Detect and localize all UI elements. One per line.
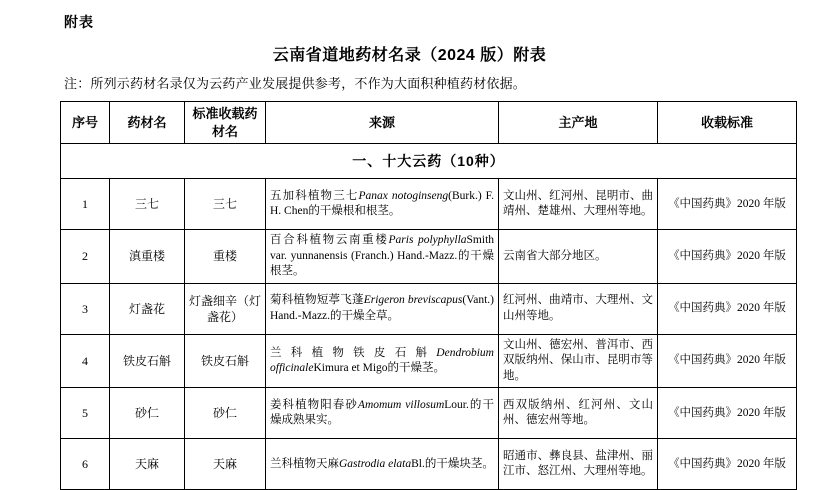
source-suffix: (Vant.) Hand.-Mazz.的干燥全草。 bbox=[270, 294, 495, 322]
source-suffix: Lour.的干燥成熟果实。 bbox=[270, 398, 494, 427]
cell-std-name: 铁皮石斛 bbox=[185, 334, 266, 388]
cell-index: 2 bbox=[61, 230, 110, 284]
cell-index: 4 bbox=[61, 334, 110, 388]
table-body bbox=[61, 144, 797, 490]
cell-standard: 《中国药典》2020 年版 bbox=[658, 439, 797, 490]
cell-name: 砂仁 bbox=[110, 388, 185, 439]
cell-index: 5 bbox=[61, 388, 110, 439]
cell-standard: 《中国药典》2020 年版 bbox=[658, 230, 797, 284]
cell-std-name: 重楼 bbox=[185, 230, 266, 284]
source-prefix: 百合科植物云南重楼 bbox=[270, 234, 389, 247]
cell-source bbox=[266, 334, 499, 388]
cell-standard: 《中国药典》2020 年版 bbox=[658, 179, 797, 230]
cell-source bbox=[266, 283, 499, 334]
cell-origin: 西双版纳州、红河州、文山州、德宏州等地。 bbox=[499, 388, 658, 439]
cell-index: 6 bbox=[61, 439, 110, 490]
column-header-index: 序号 bbox=[61, 102, 110, 144]
cell-index: 1 bbox=[61, 179, 110, 230]
column-header-origin: 主产地 bbox=[499, 102, 658, 144]
cell-origin: 昭通市、彝良县、盐津州、丽江市、怒江州、大理州等地。 bbox=[499, 439, 658, 490]
source-latin: Dendrobium officinale bbox=[270, 346, 494, 375]
table-header-row bbox=[61, 102, 797, 144]
source-suffix: Kimura et Migo的干燥茎。 bbox=[313, 362, 446, 375]
source-suffix: Bl.的干燥块茎。 bbox=[411, 457, 494, 470]
source-latin: Erigeron breviscapus bbox=[363, 294, 463, 307]
source-suffix: (Burk.) F. H. Chen的干燥根和根茎。 bbox=[270, 189, 495, 218]
cell-standard: 《中国药典》2020 年版 bbox=[658, 388, 797, 439]
source-latin: Amomum villosum bbox=[357, 398, 445, 411]
column-header-std-name: 标准收载药材名 bbox=[185, 102, 266, 144]
source-latin: Gastrodia elata bbox=[339, 457, 412, 470]
cell-name: 天麻 bbox=[110, 439, 185, 490]
cell-std-name: 砂仁 bbox=[185, 388, 266, 439]
attachment-label: 附表 bbox=[64, 14, 94, 30]
source-prefix: 菊科植物短葶飞蓬 bbox=[270, 294, 364, 307]
table-row bbox=[61, 439, 797, 490]
table-section-row bbox=[61, 144, 797, 179]
table-header bbox=[61, 102, 797, 144]
table-row bbox=[61, 388, 797, 439]
cell-origin: 红河州、曲靖市、大理州、文山州等地。 bbox=[499, 283, 658, 334]
cell-source bbox=[266, 388, 499, 439]
table-row bbox=[61, 230, 797, 284]
cell-origin: 文山州、德宏州、普洱市、西双版纳州、保山市、昆明市等地。 bbox=[499, 334, 658, 388]
section-title: 一、十大云药（10种） bbox=[61, 144, 797, 179]
column-header-source: 来源 bbox=[266, 102, 499, 144]
medicinal-materials-table bbox=[60, 101, 797, 490]
page-title: 云南省道地药材名录（2024 版）附表 bbox=[272, 47, 547, 64]
cell-name: 滇重楼 bbox=[110, 230, 185, 284]
cell-name: 三七 bbox=[110, 179, 185, 230]
cell-origin: 云南省大部分地区。 bbox=[499, 230, 658, 284]
cell-index: 3 bbox=[61, 283, 110, 334]
cell-std-name: 三七 bbox=[185, 179, 266, 230]
cell-origin: 文山州、红河州、昆明市、曲靖州、楚雄州、大理州等地。 bbox=[499, 179, 658, 230]
source-latin: Panax notoginseng bbox=[358, 189, 449, 202]
cell-std-name: 灯盏细辛（灯盏花） bbox=[185, 283, 266, 334]
table-row bbox=[61, 334, 797, 388]
table-row bbox=[61, 283, 797, 334]
source-prefix: 兰科植物铁皮石斛 bbox=[270, 346, 437, 359]
cell-name: 灯盏花 bbox=[110, 283, 185, 334]
cell-standard: 《中国药典》2020 年版 bbox=[658, 334, 797, 388]
table-row bbox=[61, 179, 797, 230]
cell-standard: 《中国药典》2020 年版 bbox=[658, 283, 797, 334]
cell-source bbox=[266, 230, 499, 284]
column-header-standard: 收载标准 bbox=[658, 102, 797, 144]
source-prefix: 兰科植物天麻 bbox=[270, 457, 339, 470]
source-latin: Paris polyphylla bbox=[388, 234, 467, 247]
cell-name: 铁皮石斛 bbox=[110, 334, 185, 388]
cell-source bbox=[266, 439, 499, 490]
document-note: 注：所列示药材名录仅为云药产业发展提供参考，不作为大面积种植药材依据。 bbox=[64, 76, 527, 91]
column-header-name: 药材名 bbox=[110, 102, 185, 144]
cell-source bbox=[266, 179, 499, 230]
source-prefix: 姜科植物阳春砂 bbox=[270, 398, 358, 411]
source-prefix: 五加科植物三七 bbox=[270, 189, 359, 202]
cell-std-name: 天麻 bbox=[185, 439, 266, 490]
source-suffix: Smith var. yunnanensis (Franch.) Hand.-Mazz.的干燥根茎。 bbox=[270, 234, 495, 278]
